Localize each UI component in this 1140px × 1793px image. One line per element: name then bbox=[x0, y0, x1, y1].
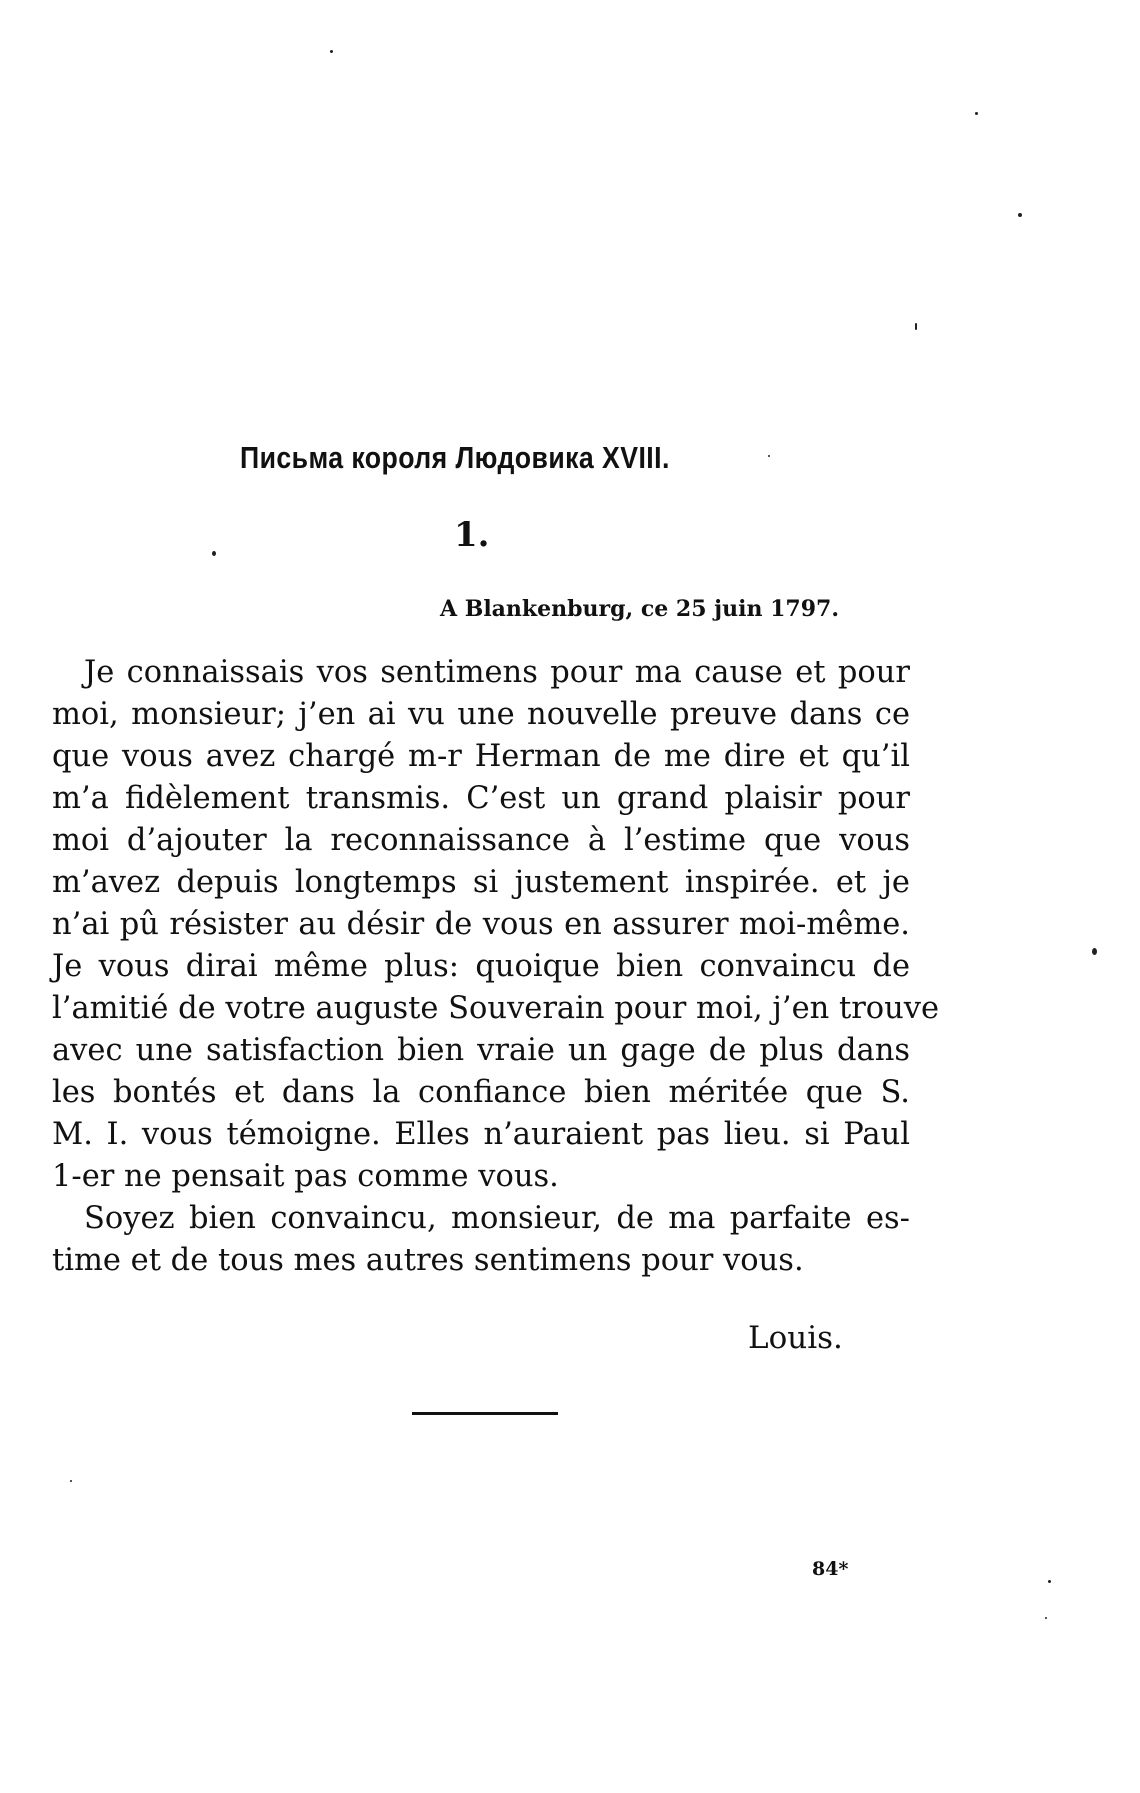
letter-line: M. I. vous témoigne. Elles n’auraient pas lieu. si Paul bbox=[52, 1117, 910, 1152]
scan-speck bbox=[330, 50, 333, 53]
scan-speck bbox=[1092, 948, 1097, 955]
letter-line: m’avez depuis longtemps si justement inspirée. et je bbox=[52, 865, 910, 900]
signature: Louis. bbox=[748, 1320, 843, 1356]
letter-dateline: A Blankenburg, ce 25 juin 1797. bbox=[440, 596, 840, 622]
letter-line: m’a fidèlement transmis. C’est un grand plaisir pour bbox=[52, 781, 910, 816]
letter-line: time et de tous mes autres sentimens pour vous. bbox=[52, 1243, 804, 1278]
letter-line: moi, monsieur; j’en ai vu une nouvelle preuve dans ce bbox=[52, 697, 910, 732]
letter-line: l’amitié de votre auguste Souverain pour moi, j’en trouve bbox=[52, 991, 940, 1026]
scan-speck bbox=[915, 323, 917, 330]
letter-line: Soyez bien convaincu, monsieur, de ma parfaite es- bbox=[84, 1201, 910, 1236]
letter-line: n’ai pû résister au désir de vous en assurer moi-même. bbox=[52, 907, 910, 942]
scan-speck bbox=[1048, 1580, 1051, 1583]
scan-speck bbox=[1018, 213, 1022, 217]
letter-body bbox=[52, 652, 940, 1282]
letter-line: Je connaissais vos sentimens pour ma cause et pour bbox=[84, 655, 910, 690]
letter-line: avec une satisfaction bien vraie un gage de plus dans bbox=[52, 1033, 910, 1068]
scan-speck bbox=[768, 455, 770, 457]
scan-speck bbox=[975, 112, 978, 115]
scan-speck bbox=[70, 1480, 72, 1482]
scan-speck bbox=[212, 551, 216, 556]
letter-line: que vous avez chargé m-r Herman de me dire et qu’il bbox=[52, 739, 910, 774]
page-number: 84* bbox=[812, 1558, 849, 1580]
letter-line: Je vous dirai même plus: quoique bien convaincu de bbox=[52, 949, 910, 984]
scan-speck bbox=[1045, 1617, 1047, 1619]
letter-line: 1-er ne pensait pas comme vous. bbox=[52, 1159, 559, 1194]
letter-line: les bontés et dans la confiance bien méritée que S. bbox=[52, 1075, 910, 1110]
letters-heading: Письма короля Людовика XVIII. bbox=[240, 440, 670, 475]
separator-rule bbox=[412, 1412, 558, 1415]
letter-line: moi d’ajouter la reconnaissance à l’estime que vous bbox=[52, 823, 910, 858]
letter-number: 1. bbox=[454, 515, 490, 555]
